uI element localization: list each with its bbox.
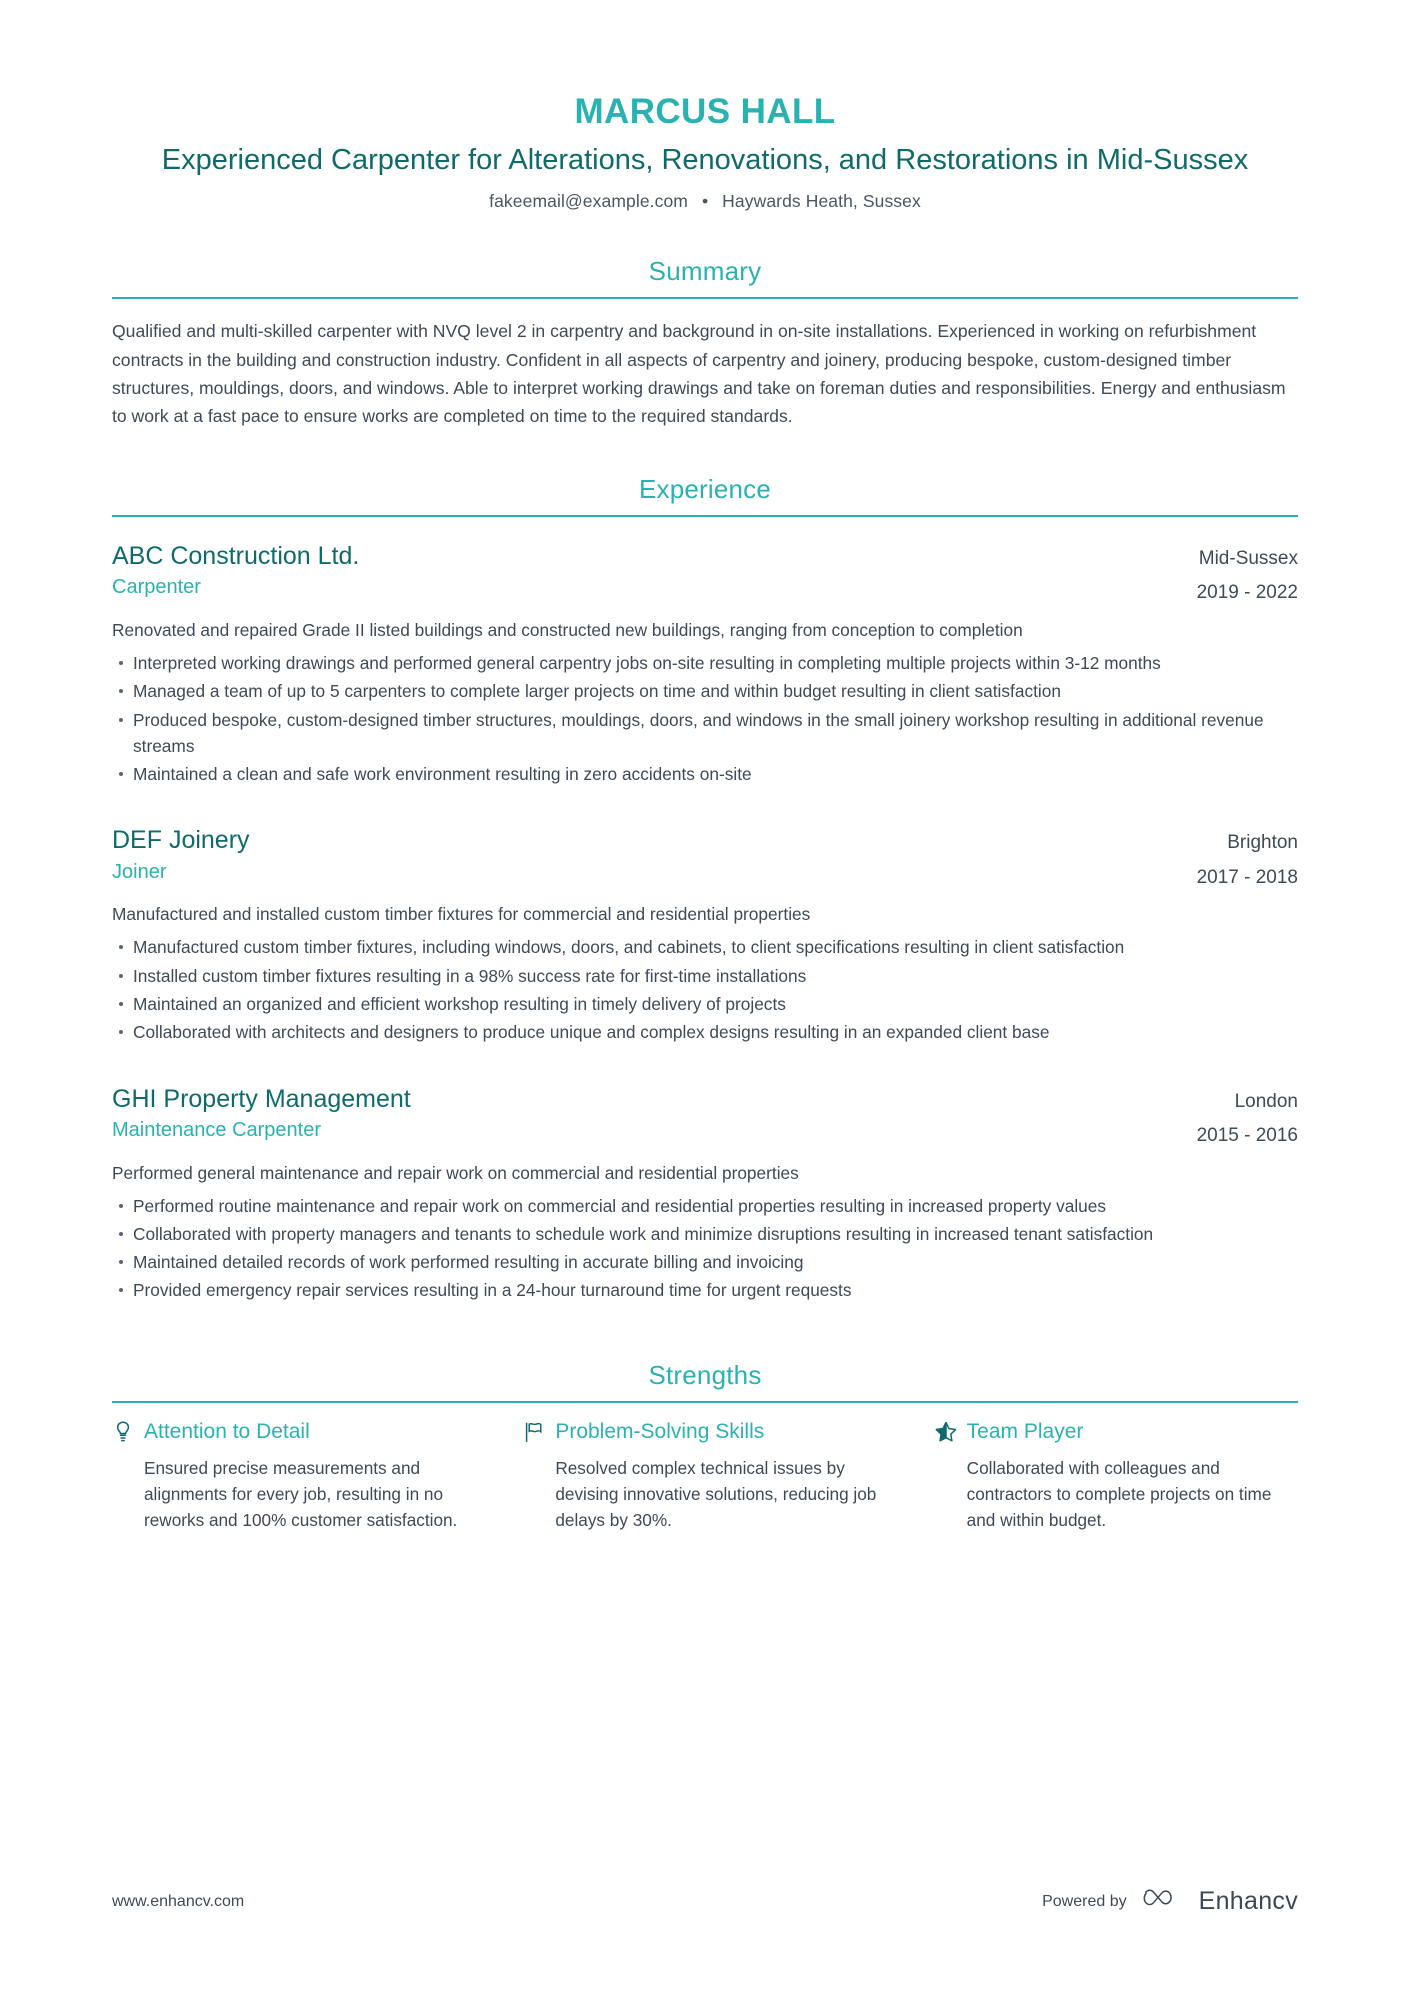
company-name: DEF Joinery (112, 826, 250, 855)
contact-line (112, 191, 1298, 212)
star-icon (935, 1420, 957, 1444)
job-summary: Renovated and repaired Grade II listed buildings and constructed new buildings, ranging from conception to completion (112, 620, 1023, 641)
job-dates: 2019 - 2022 (1196, 582, 1298, 604)
section-summary (112, 256, 1298, 430)
summary-body (112, 299, 1298, 430)
experience-item-identity (112, 1084, 1171, 1144)
strength-title: Attention to Detail (144, 1419, 310, 1443)
location-text: Haywards Heath, Sussex (722, 191, 921, 212)
job-location: Mid-Sussex (1198, 547, 1298, 569)
page-title: MARCUS HALL (574, 92, 836, 131)
job-location: London (1234, 1090, 1298, 1112)
job-bullet: Maintained an organized and efficient workshop resulting in timely delivery of projects (112, 991, 1298, 1017)
lightbulb-icon (112, 1420, 134, 1444)
strength-item (935, 1419, 1298, 1534)
job-bullet-list (112, 934, 1298, 1045)
section-strengths (112, 1360, 1298, 1534)
job-bullet: Installed custom timber fixtures resulting in a 98% success rate for first-time installations (112, 963, 1298, 989)
strength-item (112, 1419, 523, 1534)
job-summary: Manufactured and installed custom timber fixtures for commercial and residential properties (112, 904, 811, 925)
experience-item-meta (1171, 541, 1298, 607)
experience-item-header (112, 825, 1298, 891)
flag-icon (523, 1420, 545, 1444)
company-name: GHI Property Management (112, 1084, 411, 1113)
summary-text: Qualified and multi-skilled carpenter with NVQ level 2 in carpentry and background in on-site installations. Experienced in working on refurbishment contracts in the building and construction industry. Confident in all aspects of carpentry and joinery, producing bespoke, custom-designed timber structures, mouldings, doors, and windows. Able to interpret working drawings and take on foreman duties and responsibilities. Energy and enthusiasm to work at a fast pace to ensure works are completed on time to the required standards. (112, 321, 1286, 426)
section-title-experience: Experience (638, 473, 772, 504)
experience-item-identity (112, 541, 1171, 601)
experience-item-header (112, 1084, 1298, 1150)
contact-separator: • (701, 191, 709, 212)
resume-header (112, 0, 1298, 212)
job-bullet-list (112, 650, 1298, 787)
experience-body (112, 517, 1298, 1316)
section-experience (112, 474, 1298, 1316)
experience-item (112, 825, 1298, 1057)
job-bullet-list (112, 1193, 1298, 1304)
strength-description: Resolved complex technical issues by devising innovative solutions, reducing job delays by 30%. (555, 1457, 877, 1531)
job-bullet: Provided emergency repair services resulting in a 24-hour turnaround time for urgent requests (112, 1277, 1298, 1303)
strength-description: Ensured precise measurements and alignments for every job, resulting in no reworks and 100% customer satisfaction. (144, 1457, 458, 1531)
footer-url[interactable]: www.enhancv.com (112, 1892, 245, 1910)
strength-title: Problem-Solving Skills (555, 1419, 765, 1443)
resume-footer (112, 1886, 1298, 1917)
strength-header (935, 1419, 1298, 1445)
job-bullet: Produced bespoke, custom-designed timber structures, mouldings, doors, and windows in the small joinery workshop resulting in additional revenue streams (112, 707, 1298, 760)
experience-item (112, 541, 1298, 799)
job-bullet: Performed routine maintenance and repair work on commercial and residential properties resulting in increased property values (112, 1193, 1298, 1219)
experience-item-meta (1171, 1084, 1298, 1150)
email-text: fakeemail@example.com (489, 191, 688, 212)
enhancv-logo-icon (1141, 1886, 1185, 1917)
job-bullet: Manufactured custom timber fixtures, including windows, doors, and cabinets, to client specifications resulting in client satisfaction (112, 934, 1298, 960)
experience-item-header (112, 541, 1298, 607)
job-title: Maintenance Carpenter (112, 1119, 322, 1142)
job-bullet: Maintained a clean and safe work environment resulting in zero accidents on-site (112, 761, 1298, 787)
job-dates: 2017 - 2018 (1196, 866, 1298, 888)
job-bullet: Collaborated with architects and designers to produce unique and complex designs resulting in an expanded client base (112, 1019, 1298, 1045)
section-title-summary: Summary (648, 256, 762, 287)
powered-by-label: Powered by (1042, 1892, 1127, 1910)
brand-name: Enhancv (1198, 1887, 1298, 1915)
experience-item-identity (112, 825, 1171, 885)
strengths-grid (112, 1403, 1298, 1534)
footer-brand (1042, 1886, 1298, 1917)
job-location: Brighton (1227, 832, 1298, 854)
job-bullet: Collaborated with property managers and tenants to schedule work and minimize disruptions resulting in increased tenant satisfaction (112, 1221, 1298, 1247)
company-name: ABC Construction Ltd. (112, 541, 360, 570)
job-dates: 2015 - 2016 (1196, 1125, 1298, 1147)
job-title: Joiner (112, 860, 167, 883)
strength-header (112, 1419, 475, 1445)
strength-item (523, 1419, 934, 1534)
section-title-strengths: Strengths (648, 1359, 762, 1390)
job-summary: Performed general maintenance and repair work on commercial and residential properties (112, 1162, 799, 1183)
experience-item (112, 1084, 1298, 1316)
job-bullet: Managed a team of up to 5 carpenters to complete larger projects on time and within budget resulting in client satisfaction (112, 678, 1298, 704)
job-title: Carpenter (112, 576, 201, 599)
strength-description: Collaborated with colleagues and contractors to complete projects on time and within budget. (966, 1457, 1272, 1531)
strength-header (523, 1419, 886, 1445)
experience-item-meta (1171, 825, 1298, 891)
job-bullet: Interpreted working drawings and performed general carpentry jobs on-site resulting in completing multiple projects within 3-12 months (112, 650, 1298, 676)
professional-headline: Experienced Carpenter for Alterations, Renovations, and Restorations in Mid-Sussex (161, 144, 1249, 177)
job-bullet: Maintained detailed records of work performed resulting in accurate billing and invoicing (112, 1249, 1298, 1275)
strength-title: Team Player (966, 1419, 1084, 1443)
